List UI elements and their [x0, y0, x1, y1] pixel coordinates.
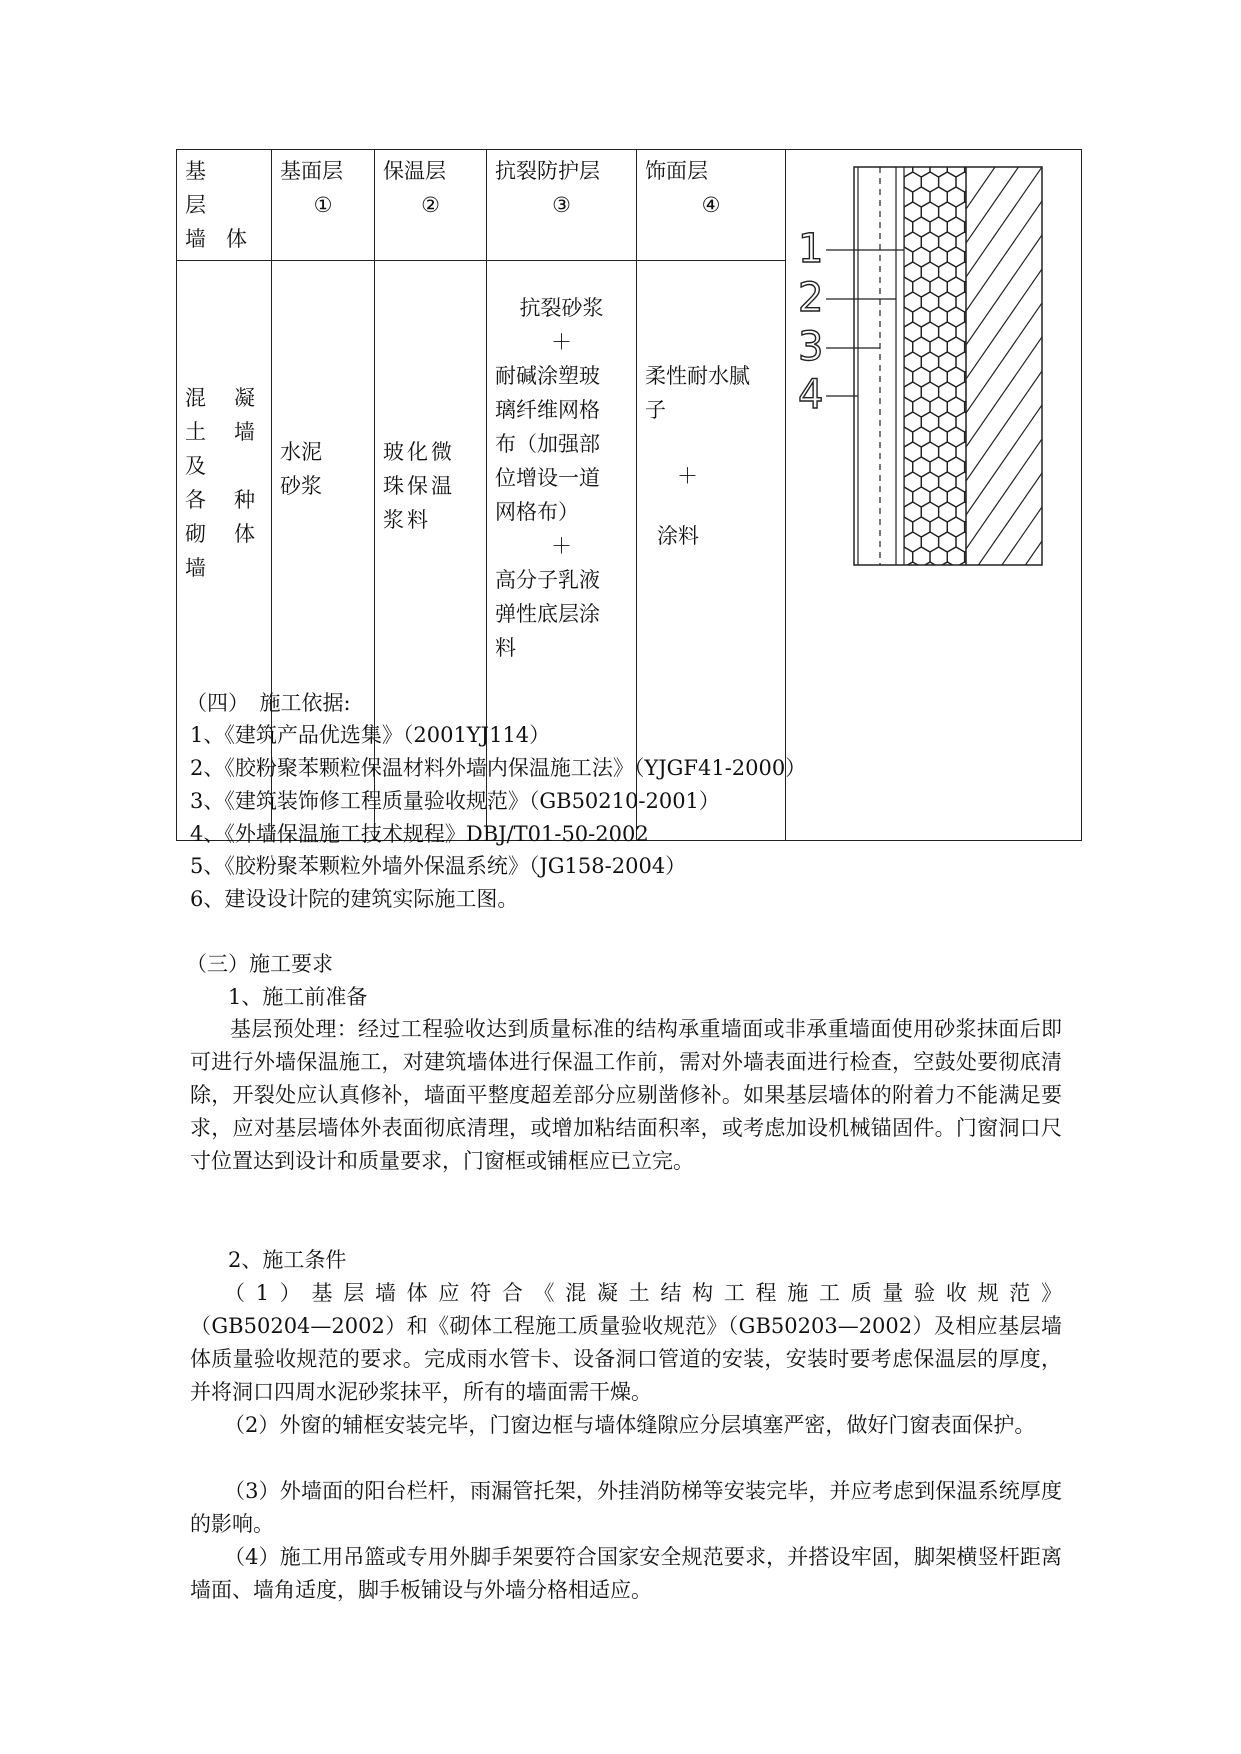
insulation-hex-cell [887, 202, 904, 222]
concrete-hatch-line [966, 303, 1042, 413]
insulation-hex-cell [887, 262, 904, 282]
concrete-hatch-line [966, 439, 1042, 549]
insulation-hex-cell [965, 217, 982, 237]
header-insulation-layer: 保温层 ② [375, 150, 487, 261]
diagram-label-4: 4 [798, 372, 824, 418]
insulation-hex-cell [887, 172, 904, 192]
concrete-hatch-line [966, 507, 1042, 617]
basis-item-1: 1、《建筑产品优选集》（2001YJ114） [190, 723, 551, 747]
diagram-label-3: 3 [798, 324, 824, 370]
paragraph-base-pretreatment: 基层预处理：经过工程验收达到质量标准的结构承重墙面或非承重墙面使用砂浆抹面后即可进行外墙保温施工，对建筑墙体进行保温工作前，需对外墙表面进行检查，空鼓处要彻底清除，开裂处应认真修补，墙面平整度超差部分应剔凿修补。如果基层墙体的附着力不能满足要求，应对基层墙体外表面彻底清理，或增加粘结面积率，或考虑加设机械锚固件。门窗洞口尺寸位置达到设计和质量要求，门窗框或铺框应已立完。 [190, 1017, 1062, 1173]
insulation-hex-cell [904, 622, 921, 642]
concrete-hatch-line [966, 235, 1042, 345]
insulation-hex-cell [913, 577, 930, 597]
condition-item-1-first-line: （1）基层墙体应符合《混凝土结构工程施工质量验收规范》 [224, 1281, 1062, 1305]
insulation-hex-cell [921, 622, 938, 642]
insulation-hex-cell [973, 442, 990, 462]
wall-section-diagram-cell [786, 150, 1082, 841]
insulation-hex-cell [965, 457, 982, 477]
insulation-hex-cell [965, 607, 982, 627]
cell-base-surface-material: 水泥 砂浆 [272, 261, 375, 841]
concrete-hatch-line [966, 575, 1042, 651]
basis-item-4: 4、《外墙保温施工技术规程》DBJ/T01-50-2002 [190, 822, 649, 846]
section4-heading: （四） 施工依据: [186, 691, 351, 715]
basis-item-6: 6、建设设计院的建筑实际施工图。 [190, 887, 519, 911]
concrete-hatch-line [966, 150, 1042, 209]
insulation-hex-cell [887, 292, 904, 312]
cell-insulation-material: 玻化微 珠保温 浆料 [375, 261, 487, 841]
insulation-hex-cell [973, 292, 990, 312]
cell-base-wall-type: 混 凝 土 墙 及 各 种 砌 体 墙 [177, 261, 272, 841]
insulation-hex-cell [921, 592, 938, 612]
wall-outline [854, 167, 1042, 565]
cell-finish-material: 柔性耐水腻 子 ＋ 涂料 [637, 261, 786, 841]
concrete-hatch-line [966, 473, 1042, 583]
concrete-hatch-line [966, 201, 1042, 311]
condition-item-4: （4）施工用吊篮或专用外脚手架要符合国家安全规范要求，并搭设牢固，脚架横竖杆距离墙面、墙角适度，脚手板铺设与外墙分格相适应。 [190, 1545, 1062, 1602]
insulation-hex-cell [887, 622, 904, 642]
concrete-hatch-line [966, 150, 1042, 243]
concrete-hatch-line [966, 541, 1042, 651]
header-finish-layer: 饰面层 ④ [637, 150, 786, 261]
basis-item-2: 2、《胶粉聚苯颗粒保温材料外墙内保温施工法》（YJGF41-2000） [190, 756, 807, 780]
insulation-hex-cell [895, 607, 912, 627]
insulation-hex-cell [965, 337, 982, 357]
insulation-hex-cell [895, 577, 912, 597]
insulation-hex-cell [878, 607, 895, 627]
concrete-hatch-line [966, 643, 1042, 651]
insulation-hex-cell [973, 502, 990, 522]
subsection-conditions: 2、施工条件 [228, 1248, 347, 1272]
insulation-hex-pattern [878, 157, 991, 642]
insulation-hex-cell [878, 577, 895, 597]
basis-item-3: 3、《建筑装饰修工程质量验收规范》（GB50210-2001） [190, 789, 720, 813]
insulation-hex-cell [956, 592, 973, 612]
insulation-hex-cell [965, 397, 982, 417]
insulation-hex-cell [965, 517, 982, 537]
insulation-hex-cell [939, 622, 956, 642]
diagram-label-2: 2 [798, 275, 824, 321]
concrete-hatch-line [966, 371, 1042, 481]
subsection-preparation: 1、施工前准备 [228, 985, 368, 1009]
insulation-hex-cell [956, 622, 973, 642]
insulation-hex-cell [973, 172, 990, 192]
insulation-hex-cell [973, 592, 990, 612]
basis-item-5: 5、《胶粉聚苯颗粒外墙外保温系统》（JG158-2004） [190, 854, 687, 878]
cell-crack-protection-material: 抗裂砂浆 ＋ 耐碱涂塑玻 璃纤维网格 布（加强部 位增设一道 网格布） ＋ 高分子乳液 弹性底层涂 料 [487, 261, 637, 841]
insulation-hex-cell [973, 232, 990, 252]
diagram-label-1: 1 [798, 226, 824, 272]
insulation-hex-cell [904, 592, 921, 612]
insulation-hex-cell [930, 577, 947, 597]
concrete-hatch-line [966, 337, 1042, 447]
insulation-hex-cell [887, 592, 904, 612]
concrete-hatch-pattern [966, 150, 1042, 651]
concrete-hatch-line [966, 405, 1042, 515]
concrete-hatch-line [966, 269, 1042, 379]
concrete-hatch-line [966, 167, 1042, 277]
insulation-hex-cell [887, 322, 904, 342]
condition-item-1-text: （GB50204—2002）和《砌体工程施工质量验收规范》（GB50203—2002）及相应基层墙体质量验收规范的要求。完成雨水管卡、设备洞口管道的安装，安装时要考虑保温层的厚度，并将洞口四周水泥砂浆抹平，所有的墙面需干燥。 [190, 1314, 1062, 1404]
insulation-hex-cell [973, 322, 990, 342]
concrete-hatch-line [966, 609, 1042, 651]
insulation-hex-cell [887, 472, 904, 492]
insulation-hex-cell [887, 502, 904, 522]
insulation-hex-cell [947, 577, 964, 597]
insulation-hex-cell [887, 442, 904, 462]
condition-item-3: （3）外墙面的阳台栏杆，雨漏管托架，外挂消防梯等安装完毕，并应考虑到保温系统厚度的影响。 [190, 1479, 1062, 1536]
header-base-surface-layer: 基面层 ① [272, 150, 375, 261]
insulation-hex-cell [887, 382, 904, 402]
insulation-hex-cell [887, 532, 904, 552]
condition-item-2: （2）外窗的辅框安装完毕，门窗边框与墙体缝隙应分层填塞严密，做好门窗表面保护。 [224, 1413, 1036, 1437]
header-base-wall: 基 层 墙 体 [177, 150, 272, 261]
insulation-hex-cell [965, 577, 982, 597]
section3-heading: （三）施工要求 [186, 952, 333, 976]
wall-section-diagram [786, 150, 1082, 651]
insulation-hex-cell [973, 472, 990, 492]
insulation-hex-cell [947, 607, 964, 627]
insulation-hex-cell [887, 412, 904, 432]
insulation-hex-cell [887, 232, 904, 252]
insulation-hex-cell [913, 607, 930, 627]
insulation-hex-cell [887, 352, 904, 372]
insulation-hex-cell [930, 607, 947, 627]
insulation-hex-cell [939, 592, 956, 612]
header-crack-protection-layer: 抗裂防护层 ③ [487, 150, 637, 261]
insulation-hex-cell [973, 622, 990, 642]
insulation-hex-cell [965, 277, 982, 297]
